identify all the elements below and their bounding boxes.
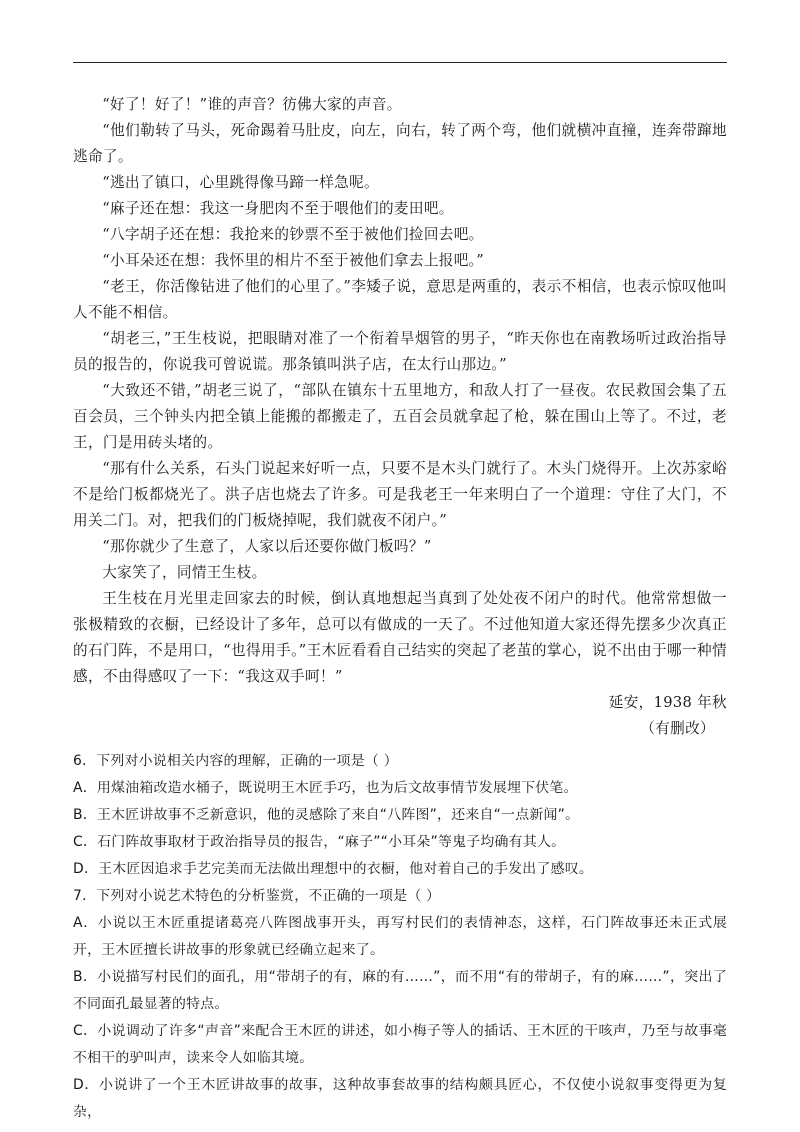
question-option: A．用煤油箱改造水桶子，既说明王木匠手巧，也为后文故事情节发展埋下伏笔。 <box>73 780 578 796</box>
story-paragraph: “小耳朵还在想：我怀里的相片不至于被他们拿去上报吧。” <box>102 252 485 269</box>
story-paragraph: “好了！好了！”谁的声音？彷佛大家的声音。 <box>102 96 402 113</box>
question-option: B．王木匠讲故事不乏新意识，他的灵感除了来自“八阵图”，还来自“一点新闻”。 <box>73 807 580 823</box>
question-option: C．小说调动了许多“声音”来配合王木匠的讲述，如小梅子等人的插话、王木匠的干咳声，乃至与故事毫不相干的驴叫声，读来令人如临其境。 <box>73 1023 727 1066</box>
story-text <box>73 92 727 690</box>
story-source-note: （有删改） <box>640 720 715 737</box>
questions <box>73 748 727 1126</box>
question-stem: 6．下列对小说相关内容的理解，正确的一项是（ ） <box>73 753 398 769</box>
question-option: D．小说讲了一个王木匠讲故事的故事，这种故事套故事的结构颇具匠心，不仅使小说叙事变得更为复杂， <box>73 1077 727 1120</box>
page-content <box>73 92 727 1126</box>
story-paragraph: 大家笑了，同情王生枝。 <box>102 564 267 581</box>
question-stem: 7．下列对小说艺术特色的分析鉴赏，不正确的一项是（ ） <box>73 888 441 904</box>
story-paragraph: 王生枝在月光里走回家去的时候，倒认真地想起当真到了处处夜不闭户的时代。他常常想做一张极精致的衣橱，已经设计了多年，总可以有做成的一天了。不过他知道大家还得先摆多少次真正的石门阵，不是用口，“也得用手。”王木匠看看自己结实的突起了老茧的掌心，说不出由于哪一种情感，不由得感叹了一下：“我这双手呵！” <box>73 590 727 685</box>
question-option: B．小说描写村民们的面孔，用“带胡子的有，麻的有……”，而不用“有的带胡子，有的麻……”，突出了不同面孔最显著的特点。 <box>73 969 727 1012</box>
story-paragraph: “逃出了镇口，心里跳得像马蹄一样急呢。 <box>102 174 379 191</box>
story-paragraph: “胡老三，”王生枝说，把眼睛对准了一个衔着旱烟管的男子，“昨天你也在南教场听过政治指导员的报告的，你说我可曾说谎。那条镇叫洪子店，在太行山那边。” <box>73 330 727 373</box>
question-option: C．石门阵故事取材于政治指导员的报告，“麻子”“小耳朵”等鬼子均确有其人。 <box>73 834 566 850</box>
story-signature: 延安，1938 年秋 <box>608 694 727 711</box>
question-option: A．小说以王木匠重提诸葛亮八阵图战事开头，再写村民们的表情神态，这样，石门阵故事还未正式展开，王木匠擅长讲故事的形象就已经确立起来了。 <box>73 915 727 958</box>
story-paragraph: “大致还不错，”胡老三说了，“部队在镇东十五里地方，和敌人打了一昼夜。农民救国会集了五百会员，三个钟头内把全镇上能搬的都搬走了，五百会员就拿起了枪，躲在围山上等了。不过，老王，门是用砖头堵的。 <box>73 382 727 451</box>
story-paragraph: “他们勒转了马头，死命踢着马肚皮，向左，向右，转了两个弯，他们就横冲直撞，连奔带蹿地逃命了。 <box>73 122 727 165</box>
story-paragraph: “那你就少了生意了，人家以后还要你做门板吗？” <box>102 538 432 555</box>
story-paragraph: “八字胡子还在想：我抢来的钞票不至于被他们捡回去吧。 <box>102 226 484 243</box>
header-rule <box>73 62 727 63</box>
story-paragraph: “那有什么关系，石头门说起来好听一点，只要不是木头门就行了。木头门烧得开。上次苏家峪不是给门板都烧光了。洪子店也烧去了许多。可是我老王一年来明白了一个道理：守住了大门，不用关二门。对，把我们的门板烧掉呢，我们就夜不闭户。” <box>73 460 727 529</box>
story-paragraph: “麻子还在想：我这一身肥肉不至于喂他们的麦田吧。 <box>102 200 454 217</box>
story-paragraph: “老王，你活像钻进了他们的心里了。”李矮子说，意思是两重的，表示不相信，也表示惊叹他叫人不能不相信。 <box>73 278 727 321</box>
question-option: D．王木匠因追求手艺完美而无法做出理想中的衣橱，他对着自己的手发出了感叹。 <box>73 861 594 877</box>
